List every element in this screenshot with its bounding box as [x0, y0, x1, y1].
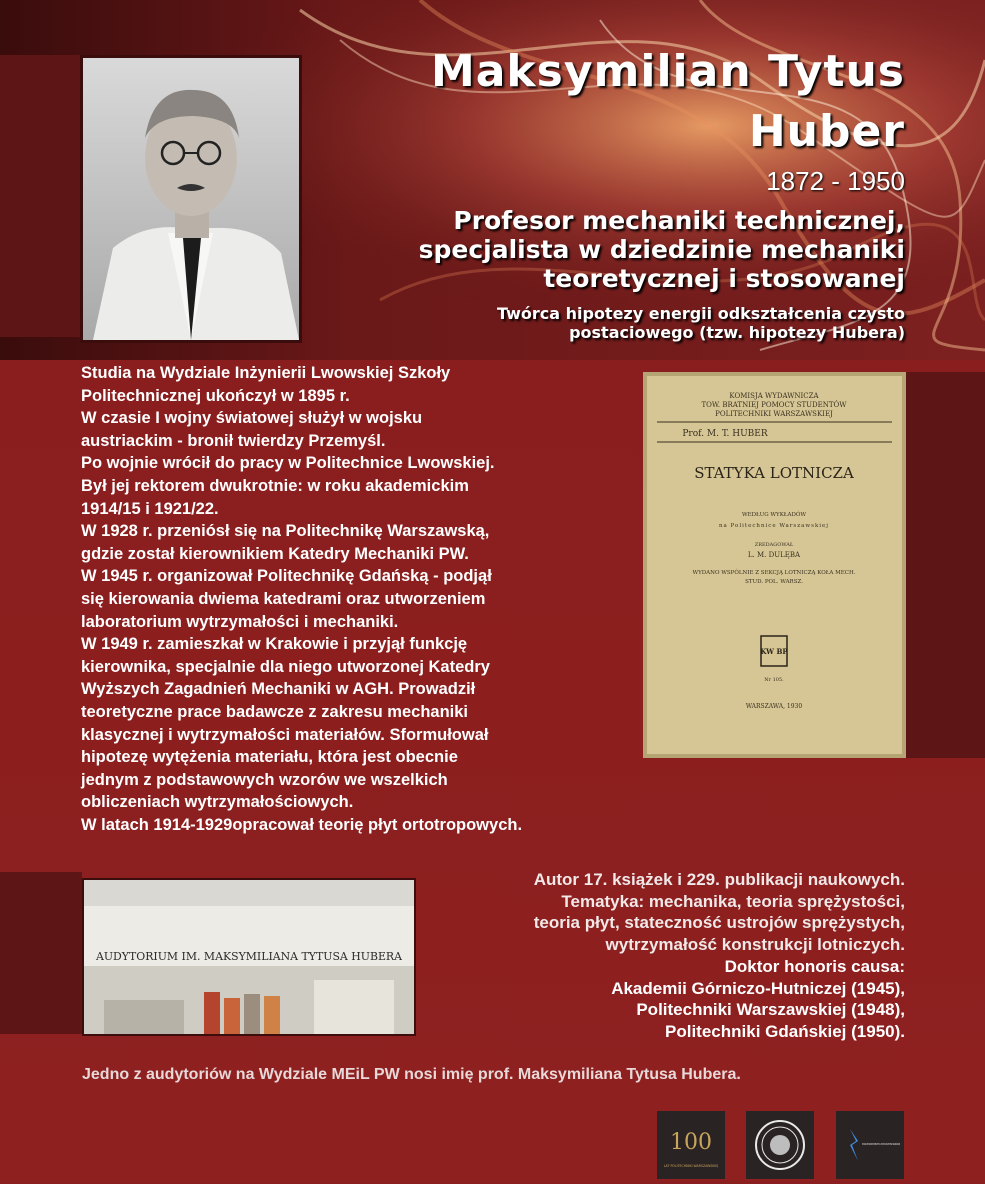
person-name — [305, 48, 905, 156]
bio-line: W czasie I wojny światowej służył w wojsku — [81, 409, 423, 428]
author-line: wytrzymałość konstrukcji lotniczych. — [605, 935, 905, 955]
bio-line: Był jej rektorem dwukrotnie: w roku akademickim — [81, 476, 469, 495]
bio-line: się kierowania dwiema katedrami oraz utworzeniem — [81, 589, 486, 608]
auditorium-photo — [82, 878, 416, 1036]
honoris-line: Politechniki Gdańskiej (1950). — [665, 1021, 905, 1041]
book-publisher-line: TOW. BRATNIEJ POMOCY STUDENTÓW — [701, 401, 847, 409]
name-line-1: Maksymilian Tytus — [430, 46, 905, 97]
bio-line: W 1928 r. przeniósł się na Politechnikę Warszawską, — [81, 522, 490, 541]
bio-line: gdzie został kierownikiem Katedry Mechaniki PW. — [81, 544, 469, 563]
auditorium-wall-art — [84, 880, 414, 1034]
book-publisher-line: KOMISJA WYDAWNICZA — [729, 392, 819, 400]
bio-line: jednym z podstawowych wzorów we wszelkich — [81, 770, 448, 789]
bio-line: hipotezę wytężenia materiału, która jest obecnie — [81, 748, 458, 767]
book-editor: L. M. DULĘBA — [747, 551, 801, 559]
book-subtitle-1: WEDŁUG WYKŁADÓW — [741, 512, 807, 518]
bio-line: klasycznej i wytrzymałości materiałów. Sformułował — [81, 725, 489, 744]
author-line: Autor 17. książek i 229. publikacji naukowych. — [533, 870, 905, 889]
bio-line: austriackim - bronił twierdzy Przemyśl. — [81, 431, 386, 450]
author-line: teoria płyt, stateczność ustrojów sprężystych, — [533, 913, 905, 933]
centenary-number: 100 — [670, 1130, 712, 1155]
seal-icon — [746, 1111, 814, 1179]
centenary-caption: LAT POLITECHNIKI WARSZAWSKIEJ — [663, 1164, 719, 1168]
book-cover-art — [645, 374, 904, 756]
bio-line: W latach 1914-1929opracował teorię płyt ortotropowych. — [81, 815, 523, 834]
left-band-top — [0, 55, 80, 337]
book-edited: ZREDAGOWAŁ — [754, 542, 794, 548]
faculty-emblem-icon — [850, 1129, 858, 1161]
bio-line: W 1945 r. organizował Politechnikę Gdańską - podjął — [81, 567, 492, 586]
honoris-line: Akademii Górniczo-Hutniczej (1945), — [611, 978, 905, 998]
book-publisher-line: POLITECHNIKI WARSZAWSKIEJ — [715, 410, 833, 418]
bio-line: laboratorium wytrzymałości i mechaniki. — [81, 612, 399, 631]
bio-line: W 1949 r. zamieszkał w Krakowie i przyjął funkcję — [81, 635, 468, 654]
bio-line: obliczeniach wytrzymałościowych. — [81, 793, 354, 812]
author-line: Tematyka: mechanika, teoria sprężystości, — [561, 891, 905, 911]
hypothesis-line: postaciowego (tzw. hipotezy Hubera) — [569, 323, 905, 342]
role-description — [325, 206, 905, 293]
bio-line: Studia na Wydziale Inżynierii Lwowskiej Szkoły — [81, 364, 451, 382]
book-city: WARSZAWA, 1930 — [745, 703, 803, 710]
book-cover — [643, 372, 906, 758]
right-band-book — [902, 372, 985, 758]
university-seal-logo — [746, 1111, 814, 1179]
biography-text — [81, 362, 641, 836]
book-author: Prof. M. T. HUBER — [682, 429, 768, 439]
bio-line: kierownika, specjalnie dla niego utworzonej Katedry — [81, 657, 490, 676]
role-line: Profesor mechaniki technicznej, — [453, 206, 905, 235]
portrait-illustration — [83, 58, 299, 340]
bio-line: teoretyczne prace badawcze z zakresu mechaniki — [81, 702, 469, 721]
footer-note: Jedno z audytoriów na Wydziale MEiL PW nosi imię prof. Maksymiliana Tytusa Hubera. — [82, 1066, 741, 1083]
book-number: Nr 105. — [764, 677, 784, 683]
bio-line: Politechnicznej ukończył w 1895 r. — [81, 386, 350, 405]
book-mark: KW BP — [760, 647, 788, 656]
centenary-logo — [657, 1111, 725, 1179]
portrait-photo — [80, 55, 302, 343]
book-note-line: WYDANO WSPÓLNIE Z SEKCJĄ LOTNICZĄ KOŁA MECH. — [692, 570, 856, 576]
life-years: 1872 - 1950 — [766, 166, 905, 196]
honoris-line: Politechniki Warszawskiej (1948), — [636, 1000, 905, 1020]
role-line: specjalista w dziedzinie mechaniki — [418, 235, 905, 264]
honoris-line: Doktor honoris causa: — [724, 956, 905, 976]
publications-info — [425, 869, 905, 1043]
name-line-2: Huber — [748, 106, 905, 157]
faculty-caption: WYDZIAŁ MECHANICZNY ENERGETYKI I LOTNICTWA POLITECHNIKI WARSZAWSKIEJ — [862, 1143, 969, 1146]
bio-line: Po wojnie wrócił do pracy w Politechnice Lwowskiej. — [81, 454, 495, 473]
role-line: teoretycznej i stosowanej — [543, 264, 905, 293]
book-subtitle-2: na Politechnice Warszawskiej — [718, 523, 830, 529]
auditorium-sign: AUDYTORIUM IM. MAKSYMILIANA TYTUSA HUBERA — [95, 949, 403, 963]
bio-line: 1914/15 i 1921/22. — [81, 499, 219, 518]
left-band-bottom — [0, 872, 82, 1034]
bio-line: Wyższych Zagadnień Mechaniki w AGH. Prowadził — [81, 680, 476, 699]
book-note-line: STUD. POL. WARSZ. — [745, 579, 803, 585]
hypothesis-note — [385, 304, 905, 342]
hypothesis-line: Twórca hipotezy energii odkształcenia czysto — [496, 304, 905, 323]
faculty-logo — [836, 1111, 969, 1179]
book-title: STATYKA LOTNICZA — [694, 464, 854, 482]
